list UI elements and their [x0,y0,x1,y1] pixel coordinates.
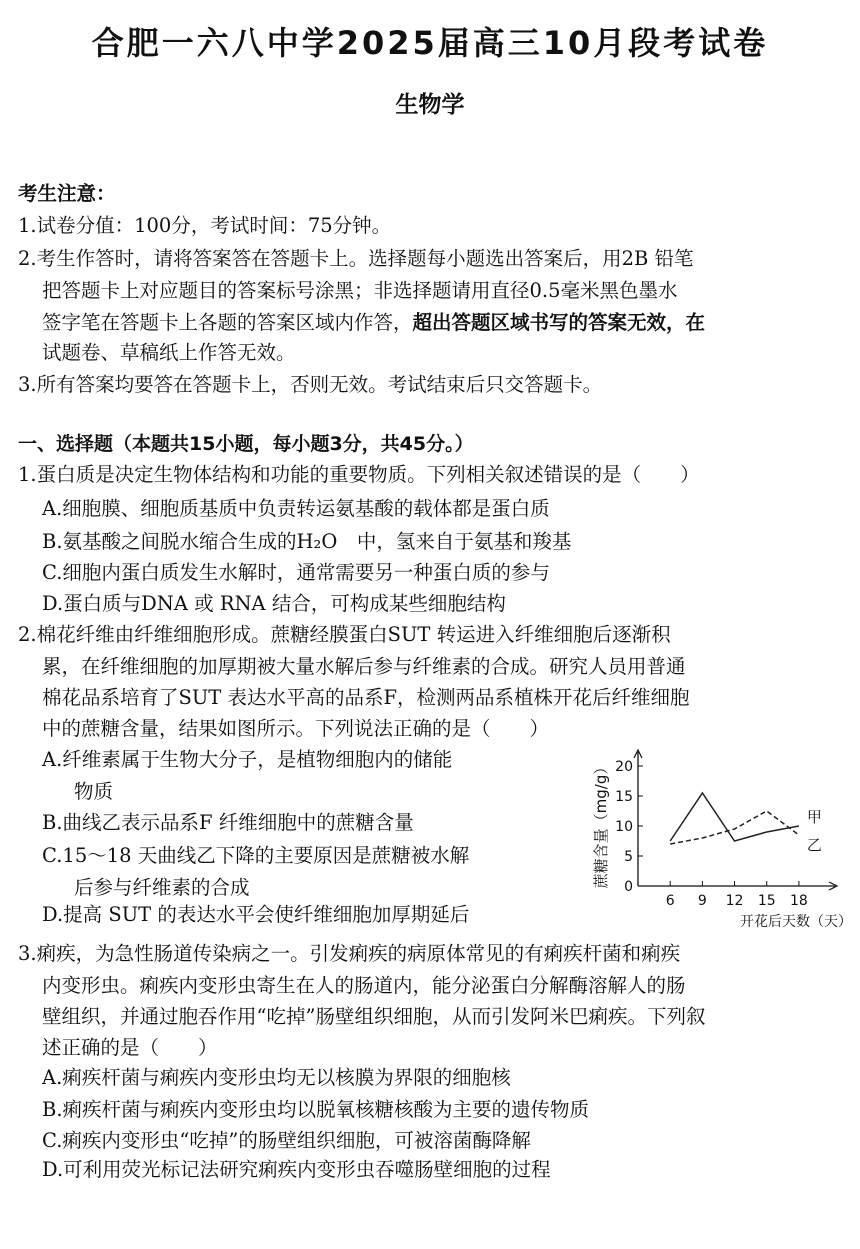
y-axis-label: 蔗糖含量（mg/g） [592,759,610,889]
sucrose-line-chart [590,748,852,930]
question-stem: 棉花品系培育了SUT 表达水平高的品系F，检测两品系植株开花后纤维细胞 [42,686,690,709]
option: B.痢疾杆菌与痢疾内变形虫均以脱氧核糖核酸为主要的遗传物质 [42,1098,590,1121]
section-heading: 一、选择题（本题共15小题，每小题3分，共45分。） [18,433,474,455]
series-line-yi [670,811,799,844]
x-tick-label: 15 [757,893,776,909]
question-stem: 累，在纤维细胞的加厚期被大量水解后参与纤维素的合成。研究人员用普通 [42,655,686,678]
option: C.15～18 天曲线乙下降的主要原因是蔗糖被水解 [42,844,470,867]
subject-title: 生物学 [395,92,465,118]
y-tick-label: 20 [615,759,633,775]
y-tick-label: 5 [624,849,633,865]
question-stem: 2.棉花纤维由纤维细胞形成。蔗糖经膜蛋白SUT 转运进入纤维细胞后逐渐积 [18,623,671,646]
notice-heading: 考生注意： [18,182,116,205]
option: B.氨基酸之间脱水缩合生成的H₂O 中，氢来自于氨基和羧基 [42,530,572,553]
question-stem: 壁组织，并通过胞吞作用“吃掉”肠壁组织细胞，从而引发阿米巴痢疾。下列叙 [42,1005,706,1028]
option: 后参与纤维素的合成 [74,876,250,899]
notice-line: 3.所有答案均要答在答题卡上，否则无效。考试结束后只交答题卡。 [18,373,603,396]
series-line-jia [670,793,799,841]
notice-line: 试题卷、草稿纸上作答无效。 [42,341,296,364]
option: C.细胞内蛋白质发生水解时，通常需要另一种蛋白质的参与 [42,561,550,584]
option: D.蛋白质与DNA 或 RNA 结合，可构成某些细胞结构 [42,592,506,615]
x-tick-label: 6 [665,893,675,909]
option: A.纤维素属于生物大分子，是植物细胞内的储能 [42,748,453,771]
notice-line: 签字笔在答题卡上各题的答案区域内作答，超出答题区域书写的答案无效，在 [42,311,706,334]
question-stem: 1.蛋白质是决定生物体结构和功能的重要物质。下列相关叙述错误的是（ ） [18,463,700,486]
question-stem: 述正确的是（ ） [42,1036,218,1059]
notice-emphasis: 超出答题区域书写的答案无效，在 [412,311,706,334]
notice-line: 1.试卷分值：100分，考试时间：75分钟。 [18,214,392,237]
x-tick-label: 9 [697,893,707,909]
question-stem: 中的蔗糖含量，结果如图所示。下列说法正确的是（ ） [42,717,550,740]
option: A.痢疾杆菌与痢疾内变形虫均无以核膜为界限的细胞核 [42,1066,511,1089]
x-tick-label: 12 [725,893,744,909]
notice-line: 把答题卡上对应题目的答案标号涂黑；非选择题请用直径0.5毫米黑色墨水 [42,279,678,302]
option: B.曲线乙表示品系F 纤维细胞中的蔗糖含量 [42,811,414,834]
y-tick-label: 0 [624,879,633,895]
option: C.痢疾内变形虫“吃掉”的肠壁组织细胞，可被溶菌酶降解 [42,1129,531,1152]
question-stem: 3.痢疾，为急性肠道传染病之一。引发痢疾的病原体常见的有痢疾杆菌和痢疾 [18,942,681,965]
series-label: 甲 [806,808,822,826]
option: A.细胞膜、细胞质基质中负责转运氨基酸的载体都是蛋白质 [42,497,550,520]
series-label: 乙 [806,836,822,854]
exam-title: 合肥一六八中学2025届高三10月段考试卷 [91,24,769,62]
option: D.提高 SUT 的表达水平会使纤维细胞加厚期延后 [42,903,470,926]
question-stem: 内变形虫。痢疾内变形虫寄生在人的肠道内，能分泌蛋白分解酶溶解人的肠 [42,974,686,997]
notice-line: 2.考生作答时，请将答案答在答题卡上。选择题每小题选出答案后，用2B 铅笔 [18,247,694,270]
y-tick-label: 15 [615,789,633,805]
option: D.可利用荧光标记法研究痢疾内变形虫吞噬肠壁细胞的过程 [42,1158,551,1181]
x-axis-label: 开花后天数（天） [740,914,852,930]
y-tick-label: 10 [615,819,633,835]
option: 物质 [74,780,114,803]
x-tick-label: 18 [789,893,808,909]
